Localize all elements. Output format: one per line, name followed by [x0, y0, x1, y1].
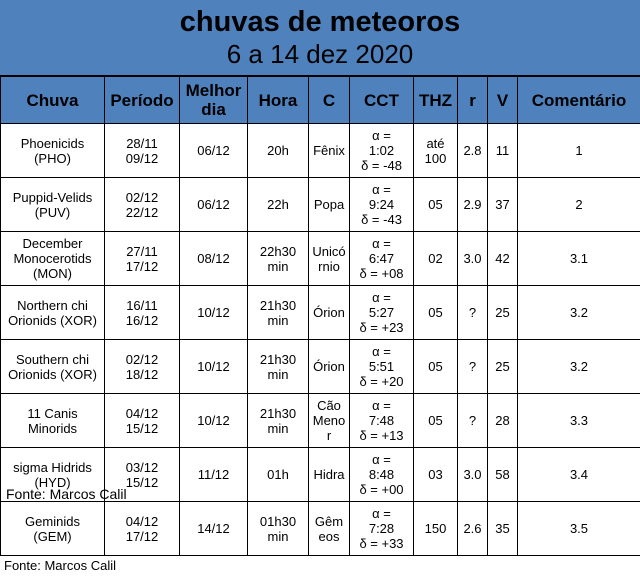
- cell-periodo: 04/12 17/12: [105, 502, 180, 556]
- cell-r: 3.0: [458, 448, 488, 502]
- cell-comentario: 3.3: [518, 394, 640, 448]
- header-periodo: Período: [105, 77, 180, 124]
- cell-comentario: 3.2: [518, 286, 640, 340]
- cell-comentario: 3.5: [518, 502, 640, 556]
- cell-v: 35: [488, 502, 518, 556]
- table-row: [1, 124, 640, 178]
- cell-periodo: 03/12 15/12: [105, 448, 180, 502]
- title-banner: [0, 0, 640, 76]
- cell-thz: 05: [414, 286, 458, 340]
- header-chuva: Chuva: [1, 77, 105, 124]
- cell-comentario: 3.1: [518, 232, 640, 286]
- cell-cct: α = 6:47 δ = +08: [350, 232, 414, 286]
- cell-cct: α = 7:48 δ = +13: [350, 394, 414, 448]
- cell-thz: 05: [414, 394, 458, 448]
- cell-periodo: 16/11 16/12: [105, 286, 180, 340]
- cell-hora: 21h30 min: [248, 340, 309, 394]
- source-footer: Fonte: Marcos Calil: [0, 555, 640, 575]
- cell-constelacao: Unicó rnio: [309, 232, 350, 286]
- table-row: [1, 178, 640, 232]
- cell-chuva: sigma Hidrids (HYD): [1, 448, 105, 502]
- cell-chuva: Phoenicids (PHO): [1, 124, 105, 178]
- cell-cct: α = 1:02 δ = -48: [350, 124, 414, 178]
- cell-melhor-dia: 10/12: [180, 394, 248, 448]
- cell-r: ?: [458, 286, 488, 340]
- table-row: [1, 394, 640, 448]
- cell-constelacao: Gêm eos: [309, 502, 350, 556]
- cell-constelacao: Cão Meno r: [309, 394, 350, 448]
- cell-hora: 01h: [248, 448, 309, 502]
- cell-cct: α = 9:24 δ = -43: [350, 178, 414, 232]
- cell-cct: α = 8:48 δ = +00: [350, 448, 414, 502]
- cell-hora: 21h30 min: [248, 394, 309, 448]
- cell-r: 2.8: [458, 124, 488, 178]
- cell-constelacao: Fênix: [309, 124, 350, 178]
- table-row: [1, 502, 640, 556]
- cell-hora: 22h30 min: [248, 232, 309, 286]
- cell-constelacao: Órion: [309, 286, 350, 340]
- cell-periodo: 27/11 17/12: [105, 232, 180, 286]
- cell-r: ?: [458, 394, 488, 448]
- cell-v: 37: [488, 178, 518, 232]
- header-melhor-dia: Melhor dia: [180, 77, 248, 124]
- cell-v: 25: [488, 340, 518, 394]
- cell-cct: α = 5:51 δ = +20: [350, 340, 414, 394]
- cell-chuva: Geminids (GEM): [1, 502, 105, 556]
- cell-melhor-dia: 11/12: [180, 448, 248, 502]
- cell-melhor-dia: 08/12: [180, 232, 248, 286]
- cell-r: 2.9: [458, 178, 488, 232]
- header-hora: Hora: [248, 77, 309, 124]
- cell-chuva: Southern chi Orionids (XOR): [1, 340, 105, 394]
- cell-periodo: 02/12 22/12: [105, 178, 180, 232]
- cell-v: 25: [488, 286, 518, 340]
- table-row: [1, 232, 640, 286]
- cell-chuva: 11 Canis Minorids: [1, 394, 105, 448]
- cell-thz: 05: [414, 340, 458, 394]
- cell-chuva: Northern chi Orionids (XOR): [1, 286, 105, 340]
- cell-r: 2.6: [458, 502, 488, 556]
- cell-melhor-dia: 06/12: [180, 178, 248, 232]
- page-subtitle: 6 a 14 dez 2020: [0, 39, 640, 69]
- cell-comentario: 3.2: [518, 340, 640, 394]
- header-v: V: [488, 77, 518, 124]
- cell-thz: 05: [414, 178, 458, 232]
- cell-comentario: 3.4: [518, 448, 640, 502]
- cell-melhor-dia: 14/12: [180, 502, 248, 556]
- cell-v: 28: [488, 394, 518, 448]
- header-thz: THZ: [414, 77, 458, 124]
- page-title: chuvas de meteoros: [0, 0, 640, 39]
- cell-constelacao: Órion: [309, 340, 350, 394]
- cell-periodo: 04/12 15/12: [105, 394, 180, 448]
- cell-chuva: December Monocerotids (MON): [1, 232, 105, 286]
- cell-constelacao: Popa: [309, 178, 350, 232]
- header-constelacao: C: [309, 77, 350, 124]
- cell-constelacao: Hidra: [309, 448, 350, 502]
- meteor-shower-table: [0, 76, 640, 556]
- cell-hora: 20h: [248, 124, 309, 178]
- cell-v: 42: [488, 232, 518, 286]
- cell-periodo: 02/12 18/12: [105, 340, 180, 394]
- cell-thz: 03: [414, 448, 458, 502]
- cell-melhor-dia: 10/12: [180, 286, 248, 340]
- cell-r: ?: [458, 340, 488, 394]
- cell-cct: α = 7:28 δ = +33: [350, 502, 414, 556]
- cell-hora: 22h: [248, 178, 309, 232]
- cell-periodo: 28/11 09/12: [105, 124, 180, 178]
- table-header-row: [1, 77, 640, 124]
- cell-melhor-dia: 06/12: [180, 124, 248, 178]
- cell-thz: até 100: [414, 124, 458, 178]
- cell-cct: α = 5:27 δ = +23: [350, 286, 414, 340]
- cell-thz: 02: [414, 232, 458, 286]
- cell-comentario: 2: [518, 178, 640, 232]
- header-comentario: Comentário: [518, 77, 640, 124]
- table-row: [1, 286, 640, 340]
- cell-chuva: Puppid-Velids (PUV): [1, 178, 105, 232]
- cell-hora: 21h30 min: [248, 286, 309, 340]
- header-r: r: [458, 77, 488, 124]
- cell-comentario: 1: [518, 124, 640, 178]
- cell-r: 3.0: [458, 232, 488, 286]
- cell-v: 11: [488, 124, 518, 178]
- cell-thz: 150: [414, 502, 458, 556]
- header-cct: CCT: [350, 77, 414, 124]
- table-row: [1, 340, 640, 394]
- cell-hora: 01h30 min: [248, 502, 309, 556]
- cell-v: 58: [488, 448, 518, 502]
- cell-melhor-dia: 10/12: [180, 340, 248, 394]
- source-credit-overlay: Fonte: Marcos Calil: [6, 486, 127, 502]
